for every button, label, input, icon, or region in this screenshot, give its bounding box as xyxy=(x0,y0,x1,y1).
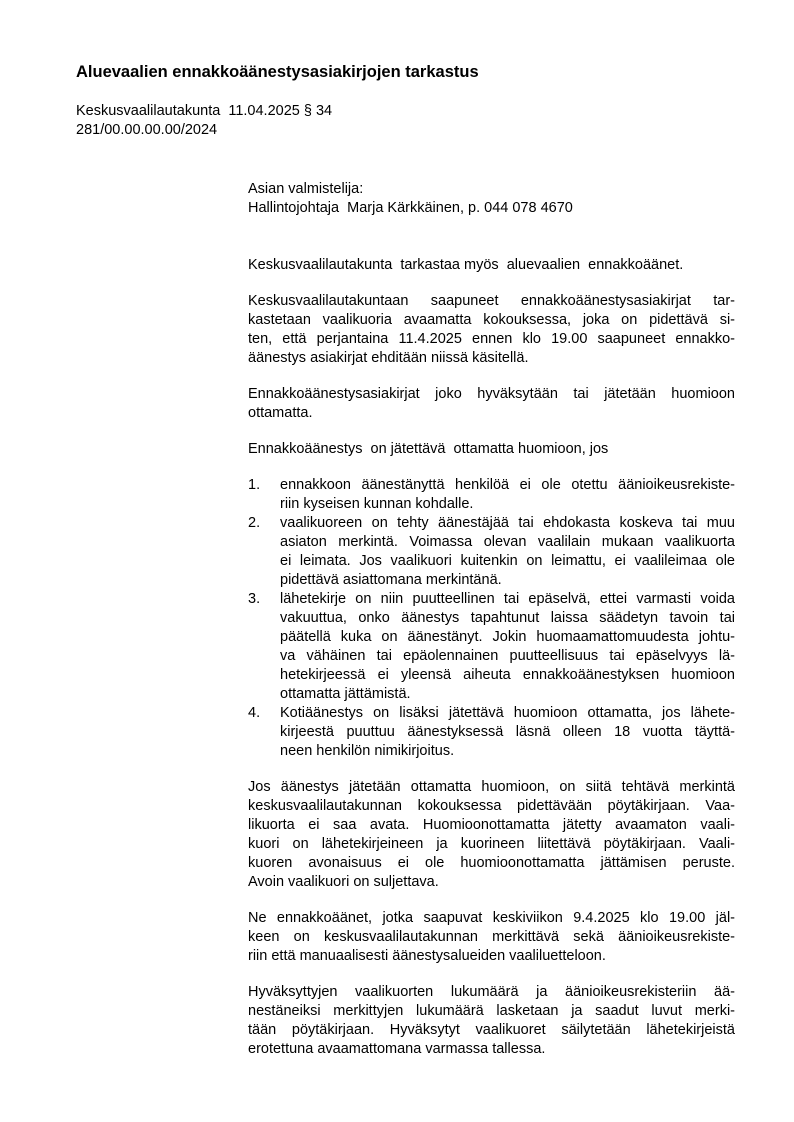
list-item-text: vaalikuoreen on tehty äänestäjää tai ehdokasta koskeva tai muu asiaton merkintä. Voimassa olevan vaalilain mukaan vaalikuorta ei leimata. Jos vaalikuori kuitenkin on leimattu, ei vaalileimaa ole pidettävä asiattomana merkintänä. xyxy=(280,515,735,588)
list-item-text: Kotiäänestys on lisäksi jätettävä huomioon ottamatta, jos lähete- kirjeestä puuttuu äänestyksessä läsnä olleen 18 vuotta täyttä- neen henkilön nimikirjoitus. xyxy=(280,705,735,759)
list-item-4 xyxy=(248,704,735,761)
list-item-number: 3. xyxy=(248,591,261,607)
paragraph-approval: Ennakkoäänestysasiakirjat joko hyväksytään tai jätetään huomioon ottamatta. xyxy=(248,386,735,421)
conditions-list xyxy=(248,476,735,761)
list-item-1 xyxy=(248,476,735,514)
list-item-text: lähetekirje on niin puutteellinen tai epäselvä, ettei varmasti voida vakuuttua, onko äänestys tapahtunut laissa säädetyn tavoin tai päätellä kuka on äänestänyt. Jokin huomaamattomuudesta johtu- va vähäinen tai epäolennainen puutteellisuus tai epäselvyys lä- hetekirjeessä ei yleensä aiheuta ennakkoäänestyksen huomioon ottamatta jättämistä. xyxy=(280,591,735,702)
list-item-3 xyxy=(248,590,735,704)
committee-date-line: Keskusvaalilautakunta 11.04.2025 § 34 xyxy=(76,103,333,119)
list-item-2 xyxy=(248,514,735,590)
page-title: Aluevaalien ennakkoäänestysasiakirjojen tarkastus xyxy=(76,63,479,81)
paragraph-disregard-procedure: Jos äänestys jätetään ottamatta huomioon, on siitä tehtävä merkintä keskusvaalilautakunnan kokouksessa pidettävään pöytäkirjaan. Vaa- likuorta ei saa avata. Huomioonottamatta jätetty avaamaton vaali- kuori on lähetekirjeineen ja kuorineen liitettävä pöytäkirjaan. Vaali- kuoren avonaisuus ei ole huomioonottamatta jättämisen peruste. Avoin vaalikuori on suljettava. xyxy=(248,779,735,890)
paragraph-list-intro: Ennakkoäänestys on jätettävä ottamatta huomioon, jos xyxy=(248,441,609,457)
paragraph-counting: Hyväksyttyjen vaalikuorten lukumäärä ja äänioikeusrekisteriin ää- nestäneiksi merkittyjen lukumäärä lasketaan ja saadut luvut merki- tään pöytäkirjaan. Hyväksytyt vaalikuoret säilytetään lähetekirjeistä erotettuna avaamattomana varmassa tallessa. xyxy=(248,984,735,1057)
list-item-number: 1. xyxy=(248,477,261,493)
document-body xyxy=(248,180,735,1059)
paragraph-overview: Keskusvaalilautakunta tarkastaa myös aluevaalien ennakkoäänet. xyxy=(248,257,684,273)
list-item-number: 4. xyxy=(248,705,261,721)
list-item-text: ennakkoon äänestänyttä henkilöä ei ole otettu äänioikeusrekiste- riin kyseisen kunnan kohdalle. xyxy=(280,477,735,512)
paragraph-late-votes: Ne ennakkoäänet, jotka saapuvat keskiviikon 9.4.2025 klo 19.00 jäl- keen on keskusvaalilautakunnan merkittävä sekä äänioikeusrekiste- riin että manuaalisesti äänestysalueiden vaaliluetteloon. xyxy=(248,910,735,964)
list-item-number: 2. xyxy=(248,515,261,531)
record-number: 281/00.00.00.00/2024 xyxy=(76,122,218,138)
preparer-block: Asian valmistelija: Hallintojohtaja Marja Kärkkäinen, p. 044 078 4670 xyxy=(248,181,573,216)
paragraph-inspection: Keskusvaalilautakuntaan saapuneet ennakkoäänestysasiakirjat tar- kastetaan vaalikuoria avaamatta kokouksessa, joka on pidettävä si- ten, että perjantaina 11.4.2025 ennen klo 19.00 saapuneet ennakko- äänestys asiakirjat ehditään niissä käsitellä. xyxy=(248,293,735,366)
